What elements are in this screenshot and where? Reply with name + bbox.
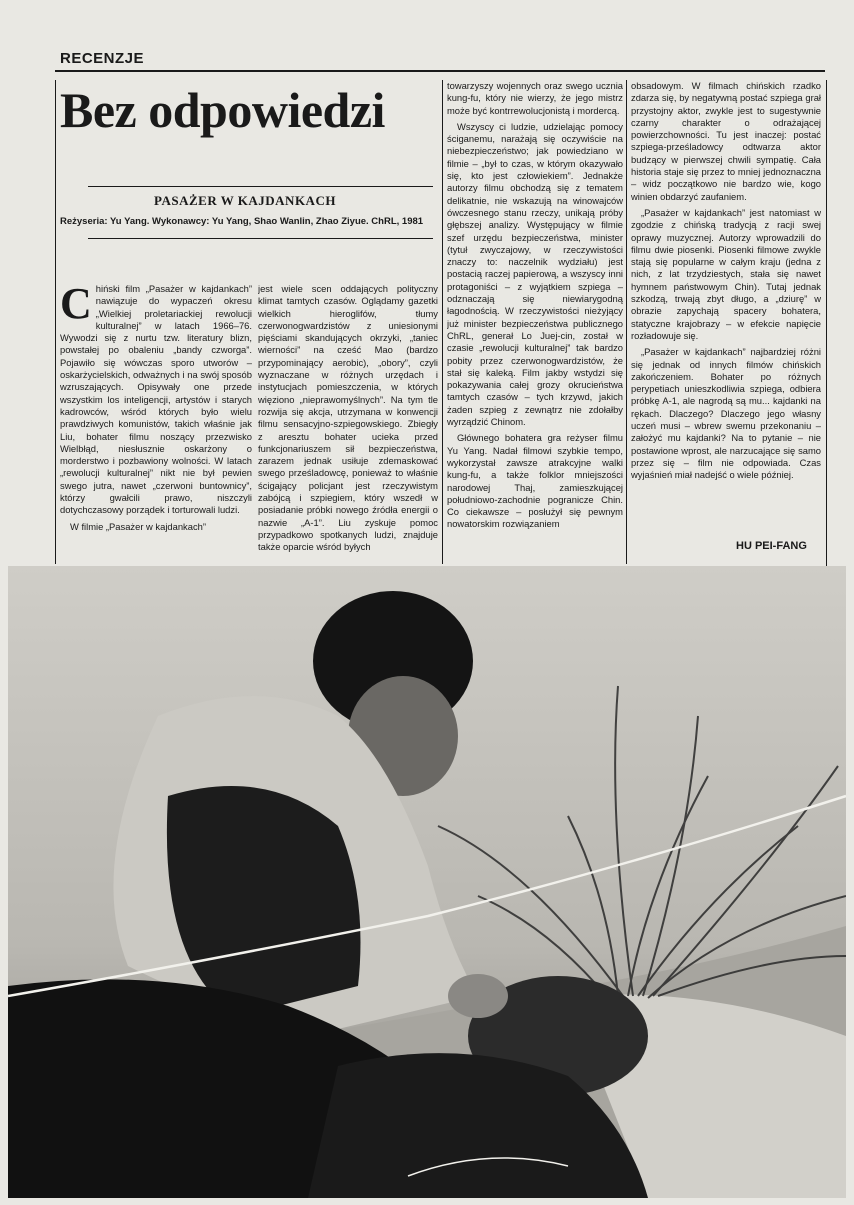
col3-para-2: Wszyscy ci ludzie, udzielając pomocy ściganemu, narażają się oczywiście na niebezpieczeństwo; jak powiedziano w filmie – „był to czas, w którym okazywało się, kto jest człowiekiem”. Jednakże autorzy filmu obchodzą się z tematem delikatnie, nie wskazują na winowajców ówczesnego stanu rzeczy, unikają próby głębszej analizy. Występujący w filmie szef urzędu bezpieczeństwa, minister (tytuł zwyczajowy, w rzeczywistości znaczy to: naczelnik wydziału) jest postacią raczej papierową, a wszyscy inni protagoniści – z wyjątkiem szpiega – odznaczają się niewiarygodną łagodnością. W rzeczywistości nieżyjący już minister bezpieczeństwa publicznego ChRL, generał Lo Juej-cin, został w czasie „rewolucji kulturalnej” tak bardzo pobity przez czerwonogwardzistów, że stał się kaleką. Film jakby wstydzi się pokazywania całej grozy okrucieństwa tamtych czasów – tych krzywd, jakich żaden szpieg z zewnątrz nie zdołałby wyrządzić Chinom. <box>447 120 623 428</box>
section-label: RECENZJE <box>60 50 145 67</box>
col1-para-1: hiński film „Pasażer w kajdankach” nawiązuje do wypaczeń okresu „Wielkiej proletariackiej rewolucji kulturalnej” w latach 1966–76. Wywodzi się z nurtu tzw. literatury blizn, powstałej po obaleniu „bandy czworga”. Pojawiło się wówczas sporo utworów – oskarżycielskich, odważnych i na swój sposób wzruszających. Opisywały one przede wszystkim los inteligencji, artystów i starych kadrowców, wśród których było wielu prawdziwych komunistów, takich właśnie jak Liu, bohater filmu noszący przezwisko Wielbłąd, niesłusznie oskarżony o morderstwo i pozbawiony wolności. W latach „rewolucji kulturalnej” nikt nie był pewien swego jutra, nawet „czerwoni buntownicy”, którzy gwałcili prawo, niszczyli dotychczasowy porządek i torturowali ludzi. <box>60 283 252 516</box>
column-2 <box>258 283 438 563</box>
credits-bottom-rule <box>88 238 433 239</box>
col3-para-3: Głównego bohatera gra reżyser filmu Yu Yang. Nadał filmowi szybkie tempo, wykorzystał zawsze atrakcyjne walki kung-fu, a także folklor mniejszości narodowej Thaj, zamieszkującej południowo-zachodnie pogranicze Chin. Co ciekawsze – posłużył się pewnym nowatorskim rozwiązaniem <box>447 432 623 530</box>
film-title: PASAŻER W KAJDANKACH <box>154 193 336 208</box>
drop-cap: C <box>60 283 92 328</box>
col4-para-2: „Pasażer w kajdankach” jest natomiast w zgodzie z chińską tradycją z racji swej oprawy muzycznej. Autorzy wprowadzili do filmu dwie piosenki. Piosenki filmowe zwykle stają się popularne w całym kraju (jedna z nich, z lat trzydziestych, stała się nawet hymnem państwowym Chin). Tutaj jednak szkodzą, trwają zbyt długo, a „dziurę” w obrazie zapychają spacery bohatera, statyczne krajobrazy – w efekcie napięcie rozładowuje się. <box>631 206 821 341</box>
col1-para-2: W filmie „Pasażer w kajdankach” <box>70 520 206 532</box>
author-byline: HU PEI-FANG <box>736 540 807 552</box>
film-still-photo <box>8 566 846 1198</box>
col4-para-3: „Pasażer w kajdankach” najbardziej różni się jednak od innych filmów chińskich zakończeniem. Bohater po różnych perypetiach unieszkodliwia szpiega, odbiera próbkę A-1, ale nagrodą są mu... kajdanki na rękach. Dlaczego? Dlaczego jego własny uczeń musi – wbrew swemu przekonaniu – założyć mu kajdanki? Na to pytanie – nie postawione wprost, ale narzucające się samo przez się – film nie odpowiada. Czas wyjaśnień miał nadejść o wiele później. <box>631 346 821 481</box>
col3-para-1: towarzyszy wojennych oraz swego ucznia kung-fu, który nie wierzy, że jego mistrz może być kontrrewolucjonistą i mordercą. <box>447 80 623 116</box>
title-left-rule <box>55 80 56 564</box>
column-rule-1 <box>442 80 443 564</box>
col2-para-1: jest wiele scen oddających polityczny klimat tamtych czasów. Oglądamy gazetki wielkich hieroglifów, tłumy czerwonogwardzistów z uniesionymi pięściami skandujących okrzyki, „taniec wierności” na cześć Mao (bardzo przypominający aerobic), „obory”, czyli wyznaczane w różnych urzędach i instytucjach pomieszczenia, w których więziono „nieprawomyślnych”. Na tym tle rozwija się akcja, utrzymana w konwencji filmu sensacyjno-szpiegowskiego. Zbiegły z aresztu bohater ucieka przed funkcjonariuszem sił bezpieczeństwa, zarazem jednak usiłuje zdemaskować swego prześladowcę, ponieważ to właśnie ścigający policjant jest rzeczywistym zabójcą i szpiegiem, który wszedł w posiadanie próbki nowego źródła energii o nazwie „A-1”. Liu zyskuje pomoc przypadkowo spotkanych ludzi, znajduje także oparcie wśród byłych <box>258 283 438 553</box>
film-credits: Reżyseria: Yu Yang. Wykonawcy: Yu Yang, Shao Wanlin, Zhao Ziyue. ChRL, 1981 <box>60 216 424 227</box>
column-3 <box>447 80 623 564</box>
subtitle-top-rule <box>88 186 433 187</box>
column-rule-2 <box>626 80 627 564</box>
top-rule <box>55 70 825 72</box>
article-title: Bez odpowiedzi <box>60 82 385 138</box>
col4-para-1: obsadowym. W filmach chińskich rzadko zdarza się, by negatywną postać szpiega grał przystojny aktor, zwykle jest to sugestywnie czarny charakter o odrażającej powierzchowności. Tu jest inaczej: postać szpiega-prześladowcy odtwarza aktor budzący w pierwszej chwili sympatię. Cała historia staje się przez to mniej jednoznaczna – widz początkowo nie bardzo wie, kogo winien obdarzyć zaufaniem. <box>631 80 821 202</box>
column-4 <box>631 80 821 535</box>
column-1 <box>60 283 252 563</box>
